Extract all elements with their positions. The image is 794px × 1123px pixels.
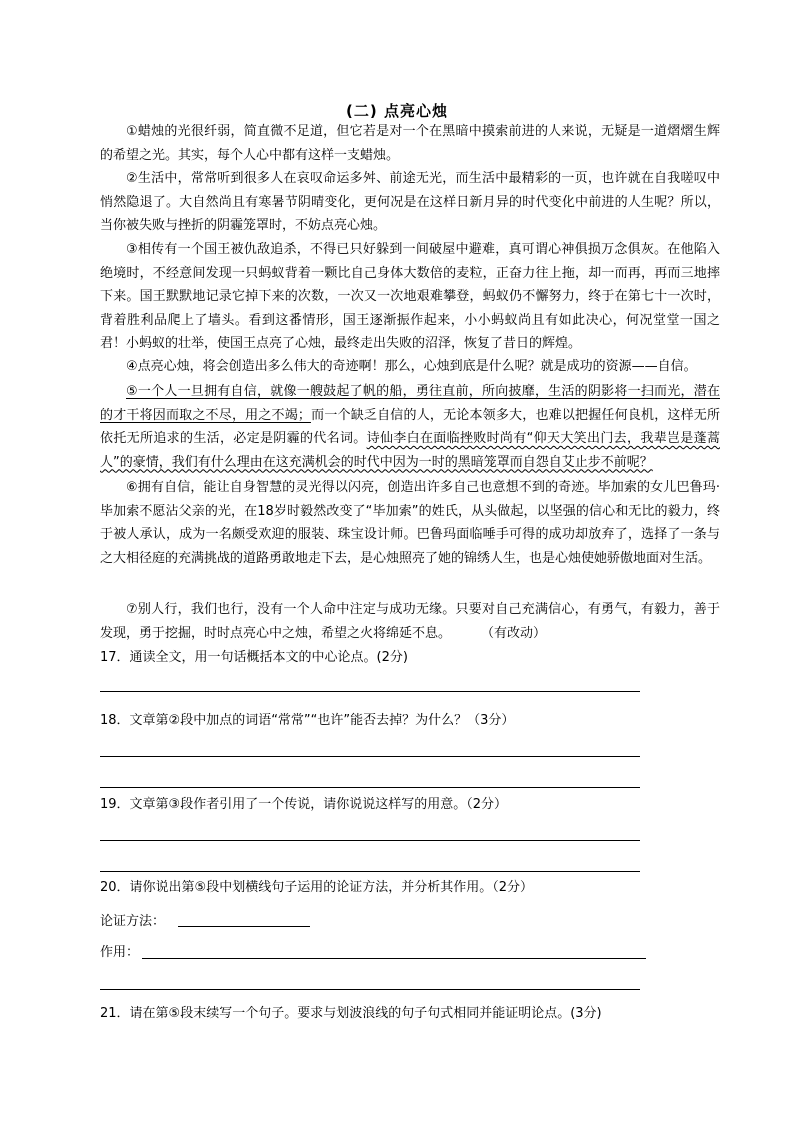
answer-line-19b[interactable] [100, 871, 640, 872]
paragraph-6-text-a: ⑥拥有自信，能让自身智慧的灵光得以闪亮，创造出许多自己也意想不到的奇迹。毕加索的女儿巴鲁玛·毕加索不愿沾父亲的光，在 [100, 480, 720, 519]
question-17: 17．通读全文，用一句话概括本文的中心论点。(2分) [100, 650, 408, 665]
paragraph-3: ③相传有一个国王被仇敌追杀，不得已只好躲到一间破屋中避难，真可谓心神俱损万念俱灰。在他陷入绝境时，不经意间发现一只蚂蚁背着一颗比自己身体大数倍的麦粒，正奋力往上拖，却一而再，再而三地摔下来。国王默默地记录它掉下来的次数，一次又一次地艰难攀登，蚂蚁仍不懈努力，终于在第七十一次时，背着胜利品爬上了墙头。看到这番情形，国王逐渐振作起来，小小蚂蚁尚且有如此决心，何况堂堂一国之君！小蚂蚁的壮举，使国王点亮了心烛，最终走出失败的沼泽，恢复了昔日的辉煌。 [100, 242, 720, 351]
revision-note: （有改动） [481, 625, 547, 641]
question-18: 18．文章第②段中加点的词语“常常”“也许”能否去掉？为什么？（3分） [100, 713, 515, 728]
paragraph-4: ④点亮心烛，将会创造出多么伟大的奇迹啊！那么，心烛到底是什么呢？就是成功的资源——自信。 [126, 359, 697, 374]
effect-label: 作用： [100, 945, 140, 960]
answer-line-17[interactable] [100, 691, 640, 692]
method-label: 论证方法： [100, 914, 166, 929]
wavy-underlined-sentence: 诗仙李白在面临挫败时尚有“仰天大笑出门去，我辈岂是蓬蒿人”的豪情，我们有什么理由在这充满机会的时代中因为一时的黑暗笼罩而自怨自艾止步不前呢？ [100, 431, 720, 470]
effect-answer-line-b[interactable] [100, 989, 640, 990]
paragraph-5 [100, 380, 720, 474]
paragraph-6-text-b: 岁时毅然改变了“毕加索”的姓氏，从头做起，以坚强的信心和无比的毅力，终于被人承认，成为一名颇受欢迎的服装、珠宝设计师。巴鲁玛面临唾手可得的成功却放弃了，选择了一条与之大相径庭的充满挑战的道路勇敢地走下去，是心烛照亮了她的锦绣人生，也是心烛使她骄傲地面对生活。 [100, 503, 720, 566]
underlined-sentence: ⑤一个人一旦拥有自信，就像一艘鼓起了帆的船，勇往直前，所向披靡，生活的阴影将一扫而光，潜在的才干将因而取之不尽，用之不竭； [100, 384, 720, 423]
paragraph-5-text: 而一个缺乏自信的人，无论本领多大，也难以把握任何良机，这样无所依托无所追求的生活，必定是阴霾的代名词。 [100, 407, 720, 446]
article-title: (二) 点亮心烛 [346, 102, 448, 120]
paragraph-6 [100, 476, 720, 570]
paragraph-2: ②生活中，常常听到很多人在哀叹命运多舛、前途无光，而生活中最精彩的一页，也许就在自我嗟叹中悄然隐退了。大自然尚且有寒暑节阴晴变化，更何况是在这样日新月异的时代变化中前进的人生呢？所以，当你被失败与挫折的阴霾笼罩时，不妨点亮心烛。 [100, 171, 720, 233]
question-20: 20．请你说出第⑤段中划横线句子运用的论证方法，并分析其作用。（2分） [100, 880, 533, 895]
question-19: 19．文章第③段作者引用了一个传说，请你说说这样写的用意。（2分） [100, 797, 507, 812]
answer-line-18a[interactable] [100, 756, 640, 757]
effect-answer-line-a[interactable] [142, 958, 646, 959]
paragraph-7 [100, 598, 720, 645]
paragraph-7-text: ⑦别人行，我们也行，没有一个人命中注定与成功无缘。只要对自己充满信心，有勇气，有毅力，善于发现，勇于挖掘，时时点亮心中之烛，希望之火将绵延不息。 [100, 602, 720, 641]
answer-line-19a[interactable] [100, 840, 640, 841]
method-answer-line[interactable] [178, 926, 310, 927]
paragraph-6-number: 18 [257, 503, 274, 519]
answer-line-18b[interactable] [100, 787, 640, 788]
paragraph-1: ①蜡烛的光很纤弱，简直微不足道，但它若是对一个在黑暗中摸索前进的人来说，无疑是一道熠熠生辉的希望之光。其实，每个人心中都有这样一支蜡烛。 [100, 124, 720, 163]
question-21: 21．请在第⑤段末续写一个句子。要求与划波浪线的句子句式相同并能证明论点。(3分) [100, 1006, 602, 1021]
